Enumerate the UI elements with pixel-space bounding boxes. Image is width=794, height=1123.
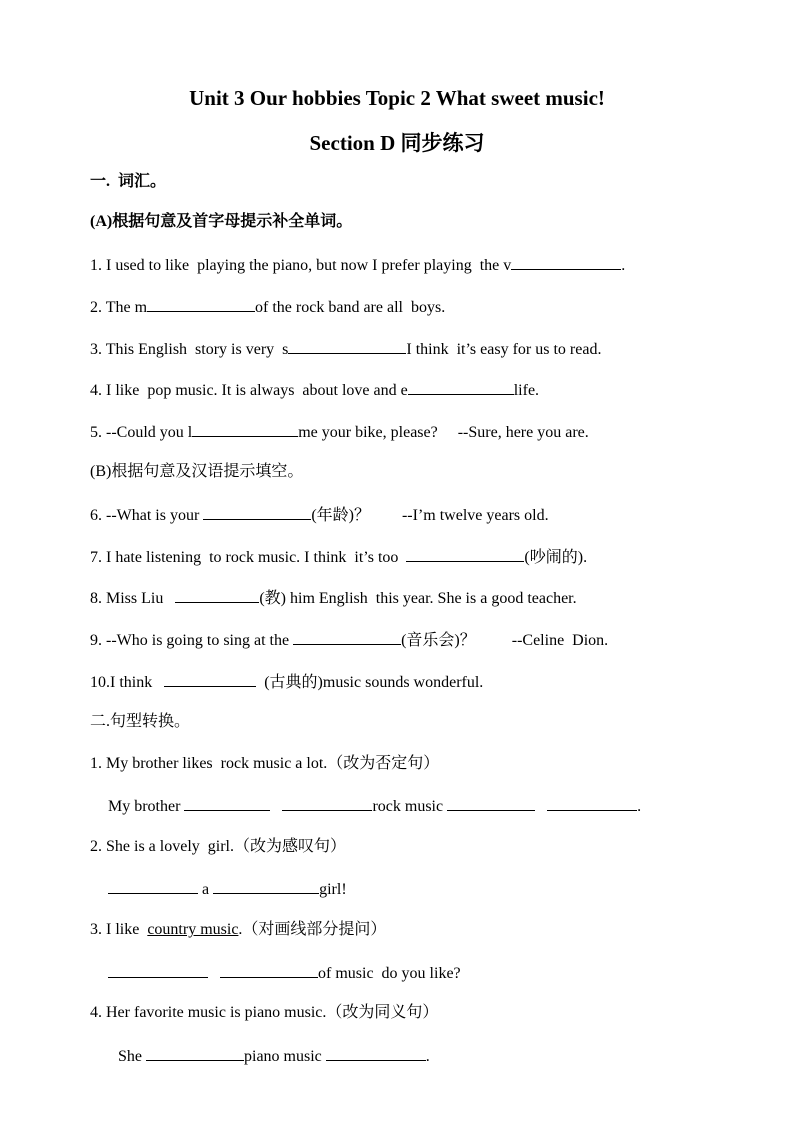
question-text: of the rock band are all boys. (255, 299, 446, 316)
part1-heading: 一. 词汇。 (90, 173, 167, 190)
question-text: 6. --What is your (90, 507, 204, 524)
answer-text: My brother (108, 798, 185, 815)
answer-blank[interactable] (547, 795, 637, 811)
question-text: .（对画线部分提问） (238, 921, 387, 938)
question-2 (90, 296, 445, 318)
question-text: 1. I used to like playing the piano, but now I prefer playing the v (90, 257, 512, 274)
question-text: 4. I like pop music. It is always about love and e (90, 382, 408, 399)
question-text: (音乐会)？ --Celine Dion. (401, 632, 609, 649)
section-b-heading: (B)根据句意及汉语提示填空。 (90, 463, 304, 480)
answer-blank[interactable] (146, 1045, 244, 1061)
answer-text: of music do you like? (318, 965, 461, 982)
answer-blank[interactable] (164, 671, 256, 687)
answer-blank[interactable] (147, 296, 255, 312)
question-text: . (621, 257, 626, 274)
answer-blank[interactable] (447, 795, 535, 811)
question-text: 5. --Could you l (90, 424, 193, 441)
transform-question-1: 1. My brother likes rock music a lot.（改为否定句） (90, 755, 440, 772)
question-5 (90, 421, 589, 443)
answer-blank[interactable] (220, 962, 318, 978)
transform-answer-3 (108, 962, 461, 984)
question-text: 9. --Who is going to sing at the (90, 632, 294, 649)
transform-answer-2 (108, 878, 347, 900)
question-6 (90, 504, 549, 526)
answer-text: She (118, 1048, 146, 1065)
question-7 (90, 546, 587, 568)
section-a-heading: (A)根据句意及首字母提示补全单词。 (90, 213, 353, 230)
question-text: 7. I hate listening to rock music. I think it’s too (90, 549, 407, 566)
answer-blank[interactable] (408, 379, 514, 395)
question-text: 10.I think (90, 674, 165, 691)
part2-heading: 二.句型转换。 (90, 713, 191, 730)
answer-blank[interactable] (108, 962, 208, 978)
question-3 (90, 338, 601, 360)
answer-blank[interactable] (288, 338, 406, 354)
answer-blank[interactable] (203, 504, 311, 520)
question-4 (90, 379, 539, 401)
answer-text: a (198, 881, 214, 898)
question-1 (90, 254, 625, 276)
answer-blank[interactable] (326, 1045, 426, 1061)
transform-answer-1 (108, 795, 641, 817)
answer-blank[interactable] (213, 878, 319, 894)
answer-blank[interactable] (108, 878, 198, 894)
transform-answer-4 (118, 1045, 430, 1067)
answer-blank[interactable] (511, 254, 621, 270)
question-text: 2. The m (90, 299, 148, 316)
answer-text: rock music (372, 798, 448, 815)
answer-blank[interactable] (192, 421, 298, 437)
answer-blank[interactable] (282, 795, 372, 811)
question-text: (吵闹的). (524, 549, 588, 566)
answer-text: . (425, 1048, 430, 1065)
question-text: (古典的)music sounds wonderful. (256, 674, 484, 691)
answer-blank[interactable] (293, 629, 401, 645)
underlined-phrase: country music (147, 921, 239, 938)
question-text: (教) him English this year. She is a good teacher. (259, 590, 577, 607)
section-title: Section D 同步练习 (309, 131, 485, 155)
question-text: (年龄)？ --I’m twelve years old. (311, 507, 549, 524)
transform-question-3 (90, 920, 386, 940)
answer-text: girl! (319, 881, 347, 898)
answer-blank[interactable] (406, 546, 524, 562)
question-text: life. (513, 382, 540, 399)
question-8 (90, 587, 577, 609)
question-text: 3. This English story is very s (90, 341, 289, 358)
answer-text: piano music (244, 1048, 326, 1065)
question-text: I think it’s easy for us to read. (406, 341, 602, 358)
worksheet-title: Unit 3 Our hobbies Topic 2 What sweet music! (189, 86, 605, 110)
answer-text: . (637, 798, 642, 815)
question-text: 8. Miss Liu (90, 590, 176, 607)
question-text: me your bike, please? --Sure, here you are. (298, 424, 589, 441)
question-text: 3. I like (90, 921, 148, 938)
question-10 (90, 671, 483, 693)
answer-blank[interactable] (184, 795, 270, 811)
transform-question-2: 2. She is a lovely girl.（改为感叹句） (90, 838, 346, 855)
answer-blank[interactable] (175, 587, 259, 603)
question-9 (90, 629, 608, 651)
transform-question-4: 4. Her favorite music is piano music.（改为同义句） (90, 1004, 439, 1021)
